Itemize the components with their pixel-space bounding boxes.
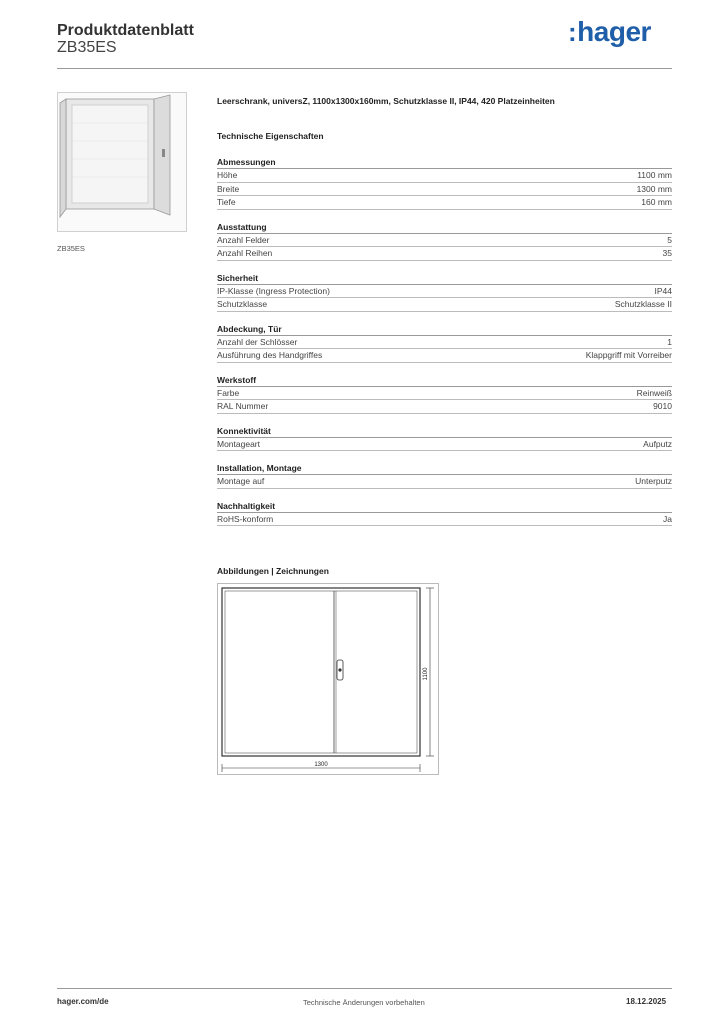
spec-label: Farbe	[217, 387, 240, 398]
spec-value: 5	[667, 234, 672, 245]
footer-date: 18.12.2025	[626, 997, 667, 1006]
spec-row	[217, 247, 672, 261]
spec-section-title: Ausstattung	[217, 221, 672, 234]
product-image	[57, 92, 187, 232]
spec-section	[217, 462, 672, 489]
spec-label: Tiefe	[217, 197, 236, 207]
spec-section-title: Konnektivität	[217, 425, 672, 438]
spec-row	[217, 183, 672, 197]
spec-label: Montageart	[217, 438, 260, 449]
footer-disclaimer: Technische Änderungen vorbehalten	[303, 998, 425, 1007]
spec-value: 160 mm	[641, 197, 672, 207]
spec-section	[217, 374, 672, 414]
product-image-caption: ZB35ES	[57, 244, 85, 253]
spec-row	[217, 387, 672, 401]
technical-properties-heading: Technische Eigenschaften	[217, 131, 324, 141]
product-description: Leerschrank, universZ, 1100x1300x160mm, Schutzklasse II, IP44, 420 Platzeinheiten	[217, 96, 555, 106]
spec-value: 1	[667, 336, 672, 347]
spec-value: Unterputz	[635, 476, 672, 486]
spec-row	[217, 298, 672, 312]
hager-logo: :hager	[568, 16, 651, 47]
spec-value: Ja	[663, 513, 672, 524]
spec-row	[217, 285, 672, 299]
spec-label: Schutzklasse	[217, 299, 268, 309]
spec-label: IP-Klasse (Ingress Protection)	[217, 285, 330, 296]
footer-divider	[57, 988, 672, 989]
spec-row	[217, 438, 672, 452]
spec-row	[217, 475, 672, 489]
spec-label: Montage auf	[217, 476, 265, 486]
spec-label: RoHS-konform	[217, 513, 274, 524]
footer-website-link[interactable]: hager.com/de	[57, 997, 109, 1006]
spec-label: Breite	[217, 183, 240, 194]
spec-row	[217, 349, 672, 363]
spec-section	[217, 272, 672, 312]
spec-label: Anzahl Reihen	[217, 248, 273, 258]
spec-value: 35	[662, 248, 672, 258]
cabinet-illustration	[58, 93, 186, 231]
spec-value: IP44	[654, 285, 672, 296]
spec-section-title: Werkstoff	[217, 374, 672, 387]
logo-dots-icon: :	[568, 17, 577, 47]
height-dimension-label: 1100	[423, 667, 429, 681]
spec-section-title: Sicherheit	[217, 272, 672, 285]
spec-section-title: Installation, Montage	[217, 462, 672, 475]
specs-table	[217, 156, 672, 537]
spec-label: Anzahl Felder	[217, 234, 270, 245]
width-dimension-label: 1300	[314, 762, 328, 768]
spec-label: RAL Nummer	[217, 401, 269, 411]
spec-value: Klappgriff mit Vorreiber	[585, 350, 672, 360]
spec-label: Anzahl der Schlösser	[217, 336, 298, 347]
spec-value: Schutzklasse II	[614, 299, 672, 309]
spec-label: Höhe	[217, 170, 238, 180]
drawings-heading: Abbildungen | Zeichnungen	[217, 566, 329, 576]
spec-section	[217, 425, 672, 452]
spec-value: Aufputz	[643, 438, 672, 449]
spec-row	[217, 169, 672, 183]
spec-value: Reinweiß	[636, 387, 672, 398]
spec-section-title: Abdeckung, Tür	[217, 323, 672, 336]
spec-row	[217, 400, 672, 414]
header-divider	[57, 68, 672, 69]
spec-section	[217, 156, 672, 210]
spec-section	[217, 323, 672, 363]
spec-row	[217, 196, 672, 210]
spec-value: 9010	[653, 401, 672, 411]
spec-section	[217, 500, 672, 527]
product-code: ZB35ES	[57, 39, 117, 56]
spec-value: 1100 mm	[637, 170, 672, 180]
spec-row	[217, 234, 672, 248]
spec-value: 1300 mm	[636, 183, 672, 194]
cabinet-front-drawing	[218, 584, 438, 774]
spec-row	[217, 336, 672, 350]
spec-section-title: Nachhaltigkeit	[217, 500, 672, 513]
spec-section-title: Abmessungen	[217, 156, 672, 169]
spec-row	[217, 513, 672, 527]
document-title: Produktdatenblatt	[57, 22, 194, 39]
spec-label: Ausführung des Handgriffes	[217, 350, 323, 360]
spec-section	[217, 221, 672, 261]
technical-drawing	[217, 583, 439, 775]
